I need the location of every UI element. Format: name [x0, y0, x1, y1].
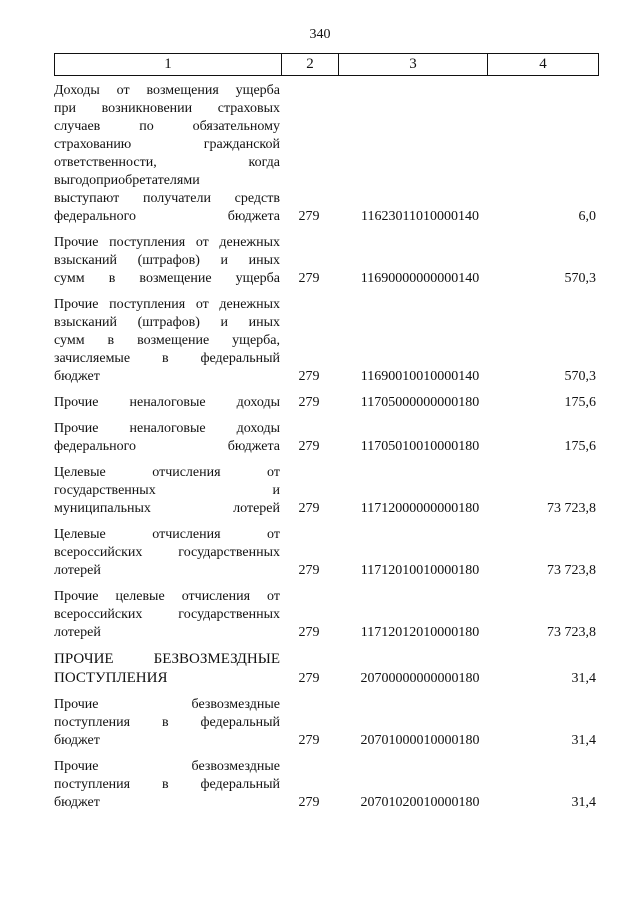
row-budget-code: 20701000010000180 [360, 733, 480, 748]
row-name-line: Целевые отчисления от [54, 527, 280, 542]
table-row [54, 296, 598, 386]
column-header-1: 1 [55, 54, 282, 76]
table-row [54, 464, 598, 518]
row-amount: 73 723,8 [547, 563, 596, 578]
table-row [54, 82, 598, 226]
row-amount: 73 723,8 [547, 501, 596, 516]
row-name-line: государственных и [54, 483, 280, 498]
row-name-line: муниципальных лотерей [54, 501, 280, 516]
row-budget-code: 11690010010000140 [360, 369, 480, 384]
row-name-line: взысканий (штрафов) и иных [54, 315, 280, 330]
row-name-line: Прочие целевые отчисления от [54, 589, 280, 604]
row-name-line: лотерей [54, 625, 101, 640]
row-amount: 570,3 [564, 271, 596, 286]
row-name-line: Доходы от возмещения ущерба [54, 83, 280, 98]
table-row [54, 234, 598, 288]
row-budget-code: 20701020010000180 [360, 795, 480, 810]
row-name-line: Прочие поступления от денежных [54, 297, 280, 312]
row-name-line: ПРОЧИЕ БЕЗВОЗМЕЗДНЫЕ [54, 651, 280, 667]
row-name-line: бюджет [54, 369, 100, 384]
row-name-line: взысканий (штрафов) и иных [54, 253, 280, 268]
row-amount: 6,0 [578, 209, 596, 224]
budget-table-body [54, 82, 598, 820]
row-name-line: при возникновении страховых [54, 101, 280, 116]
row-budget-code: 20700000000000180 [360, 671, 480, 686]
row-name [54, 234, 280, 288]
row-name [54, 394, 280, 412]
table-row [54, 420, 598, 456]
row-budget-code: 11623011010000140 [361, 209, 479, 224]
row-name [54, 650, 280, 688]
row-admin-code: 279 [298, 271, 320, 286]
row-name-line: сумм в возмещение ущерба, [54, 333, 280, 348]
row-name-line: случаев по обязательному [54, 119, 280, 134]
row-admin-code: 279 [298, 671, 320, 686]
page-number: 340 [309, 27, 331, 42]
row-budget-code: 11705000000000180 [360, 395, 480, 410]
row-admin-code: 279 [298, 369, 320, 384]
row-name-line: бюджет [54, 733, 100, 748]
row-admin-code: 279 [298, 501, 320, 516]
row-amount: 175,6 [564, 439, 596, 454]
row-admin-code: 279 [298, 563, 320, 578]
row-amount: 73 723,8 [547, 625, 596, 640]
row-budget-code: 11712010010000180 [360, 563, 480, 578]
row-admin-code: 279 [298, 209, 320, 224]
row-name [54, 420, 280, 456]
row-name-line: Прочие безвозмездные [54, 697, 280, 712]
row-name-line: Прочие безвозмездные [54, 759, 280, 774]
row-admin-code: 279 [298, 395, 320, 410]
row-admin-code: 279 [298, 795, 320, 810]
table-row [54, 526, 598, 580]
table-row [54, 650, 598, 688]
row-name-line: всероссийских государственных [54, 607, 280, 622]
column-header-3: 3 [339, 54, 488, 76]
row-budget-code: 11712012010000180 [360, 625, 480, 640]
table-row [54, 758, 598, 812]
row-admin-code: 279 [298, 625, 320, 640]
column-header-table [54, 53, 599, 76]
row-admin-code: 279 [298, 439, 320, 454]
row-amount: 31,4 [571, 733, 596, 748]
row-budget-code: 11705010010000180 [360, 439, 480, 454]
row-budget-code: 11712000000000180 [360, 501, 480, 516]
row-name [54, 526, 280, 580]
row-name-line: поступления в федеральный [54, 715, 280, 730]
row-name-line: поступления в федеральный [54, 777, 280, 792]
row-name-line: Целевые отчисления от [54, 465, 280, 480]
column-header-row [55, 54, 599, 76]
row-name [54, 296, 280, 386]
row-name [54, 588, 280, 642]
table-row [54, 394, 598, 412]
row-name-line: федерального бюджета [54, 209, 280, 224]
row-name-line: бюджет [54, 795, 100, 810]
row-name [54, 758, 280, 812]
row-name [54, 82, 280, 226]
row-amount: 31,4 [571, 795, 596, 810]
row-name-line: выступают получатели средств [54, 191, 280, 206]
row-amount: 570,3 [564, 369, 596, 384]
row-admin-code: 279 [298, 733, 320, 748]
row-name-line: страхованию гражданской [54, 137, 280, 152]
row-name-line: ПОСТУПЛЕНИЯ [54, 670, 168, 686]
row-name-line: Прочие неналоговые доходы [54, 395, 280, 410]
row-budget-code: 11690000000000140 [360, 271, 480, 286]
table-row [54, 696, 598, 750]
table-row [54, 588, 598, 642]
row-name-line: Прочие неналоговые доходы [54, 421, 280, 436]
row-name-line: зачисляемые в федеральный [54, 351, 280, 366]
row-amount: 31,4 [571, 671, 596, 686]
row-name [54, 464, 280, 518]
row-name-line: всероссийских государственных [54, 545, 280, 560]
row-name-line: Прочие поступления от денежных [54, 235, 280, 250]
row-name [54, 696, 280, 750]
row-amount: 175,6 [564, 395, 596, 410]
row-name-line: лотерей [54, 563, 101, 578]
column-header-2: 2 [282, 54, 339, 76]
column-header-4: 4 [488, 54, 599, 76]
row-name-line: выгодоприобретателями [54, 173, 200, 188]
row-name-line: ответственности, когда [54, 155, 280, 170]
row-name-line: сумм в возмещение ущерба [54, 271, 280, 286]
row-name-line: федерального бюджета [54, 439, 280, 454]
